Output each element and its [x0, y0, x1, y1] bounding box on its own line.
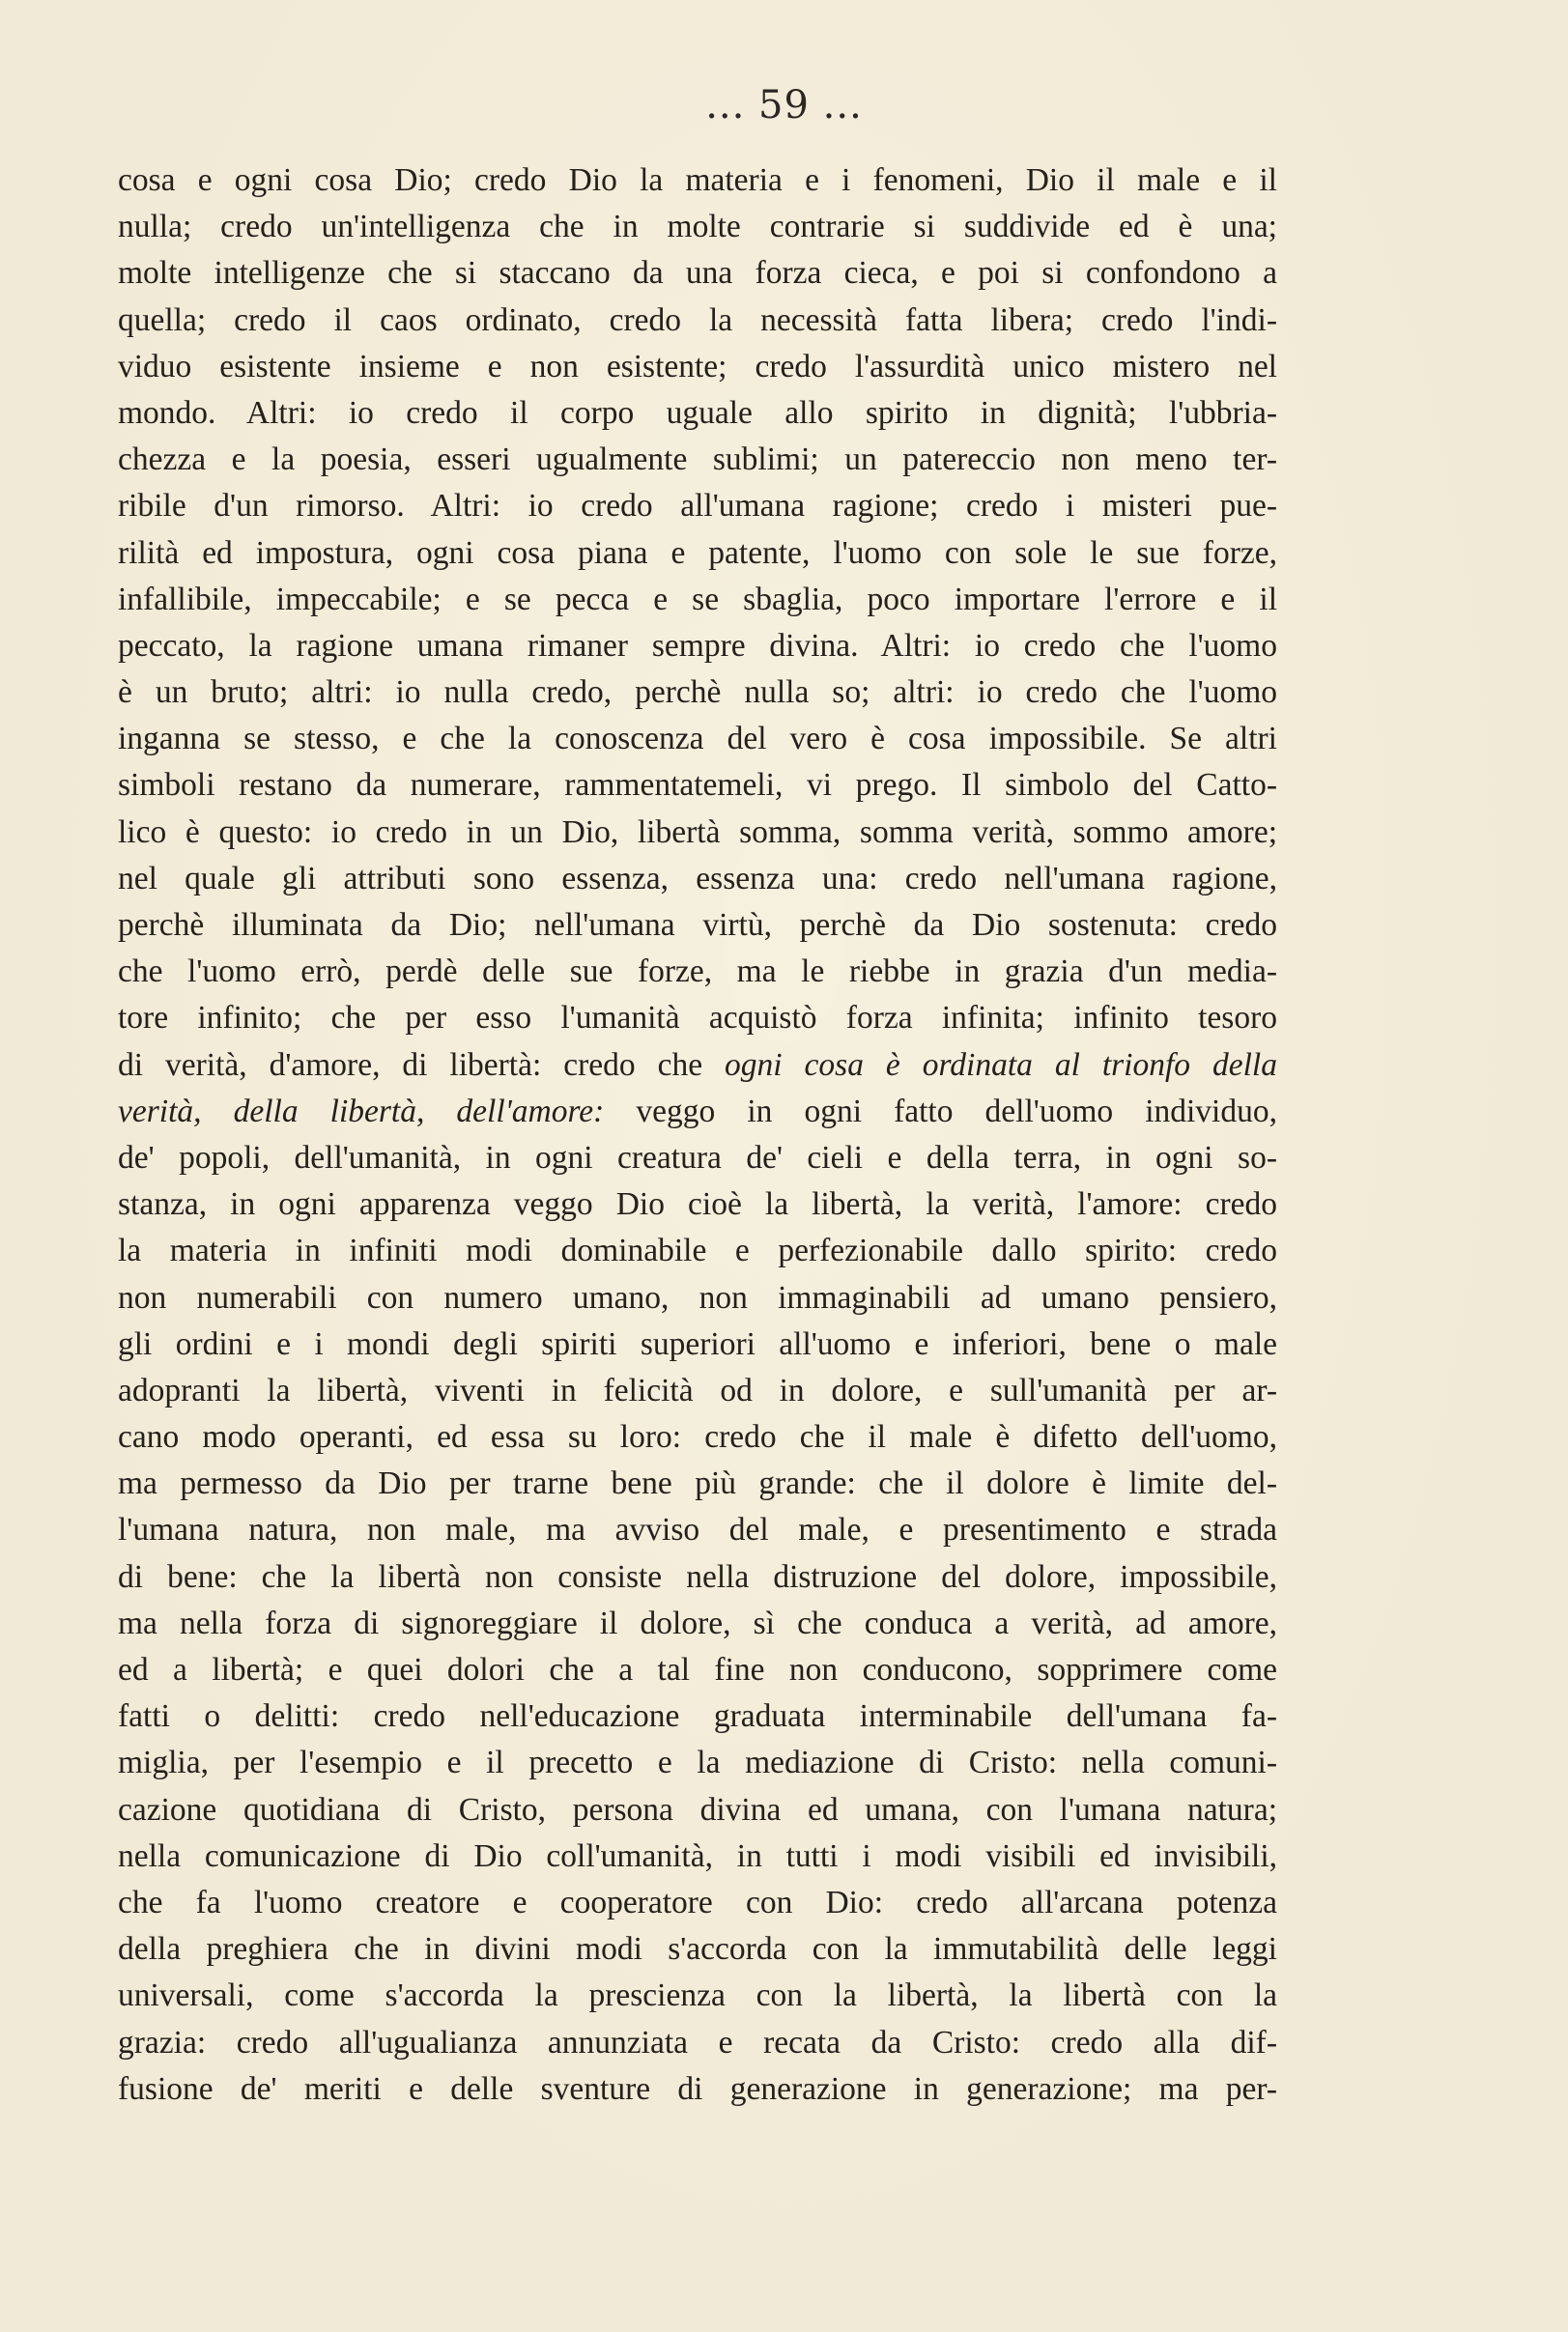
text-line: nulla; credo un'intelligenza che in molte contrarie si suddivide ed è una;: [118, 209, 1277, 245]
text-line: non numerabili con numero umano, non immaginabili ad umano pensiero,: [118, 1279, 1277, 1316]
text-line: di bene: che la libertà non consiste nella distruzione del dolore, impossibile,: [118, 1558, 1277, 1595]
text-line-mixed: [118, 1089, 1277, 1135]
text-line: infallibile, impeccabile; e se pecca e se sbaglia, poco importare l'errore e il: [118, 581, 1277, 617]
text-line: è un bruto; altri: io nulla credo, perchè nulla so; altri: io credo che l'uomo: [118, 674, 1277, 711]
text-line: ma permesso da Dio per trarne bene più grande: che il dolore è limite del-: [118, 1465, 1277, 1502]
text-line: ed a libertà; e quei dolori che a tal fine non conducono, sopprimere come: [118, 1652, 1277, 1688]
text-line: cosa e ogni cosa Dio; credo Dio la materia e i fenomeni, Dio il male e il: [118, 162, 1277, 198]
text-line: tore infinito; che per esso l'umanità acquistò forza infinita; infinito tesoro: [118, 1000, 1277, 1037]
page-number: ... 59 ...: [705, 83, 863, 128]
text-line: miglia, per l'esempio e il precetto e la mediazione di Cristo: nella comuni-: [118, 1745, 1277, 1781]
text-line: nel quale gli attributi sono essenza, essenza una: credo nell'umana ragione,: [118, 860, 1277, 896]
text-line: ribile d'un rimorso. Altri: io credo all'umana ragione; credo i misteri pue-: [118, 488, 1277, 525]
text-line: l'umana natura, non male, ma avviso del male, e presentimento e strada: [118, 1512, 1277, 1549]
text-line: mondo. Altri: io credo il corpo uguale allo spirito in dignità; l'ubbria-: [118, 394, 1277, 431]
text-line-mixed: [118, 1042, 1277, 1089]
text-line: chezza e la poesia, esseri ugualmente sublimi; un patereccio non meno ter-: [118, 441, 1277, 478]
text-line: de' popoli, dell'umanità, in ogni creatura de' cieli e della terra, in ogni so-: [118, 1139, 1277, 1176]
text-line: cano modo operanti, ed essa su loro: credo che il male è difetto dell'uomo,: [118, 1419, 1277, 1456]
italic-run: ogni cosa è ordinata al trionfo della: [725, 1046, 1277, 1083]
text-line: che l'uomo errò, perdè delle sue forze, ma le riebbe in grazia d'un media-: [118, 953, 1277, 990]
roman-run: di verità, d'amore, di libertà: credo che: [118, 1046, 726, 1083]
text-line: la materia in infiniti modi dominabile e perfezionabile dallo spirito: credo: [118, 1233, 1277, 1269]
text-line: quella; credo il caos ordinato, credo la necessità fatta libera; credo l'indi-: [118, 301, 1277, 338]
text-line: nella comunicazione di Dio coll'umanità, in tutti i modi visibili ed invisibili,: [118, 1837, 1277, 1874]
text-line: fatti o delitti: credo nell'educazione graduata interminabile dell'umana fa-: [118, 1698, 1277, 1735]
text-line: adopranti la libertà, viventi in felicità od in dolore, e sull'umanità per ar-: [118, 1372, 1277, 1408]
text-line: peccato, la ragione umana rimaner sempre divina. Altri: io credo che l'uomo: [118, 627, 1277, 664]
body-text: [118, 157, 1277, 2113]
text-line: lico è questo: io credo in un Dio, libertà somma, somma verità, sommo amore;: [118, 813, 1277, 850]
italic-run: verità, della libertà, dell'amore:: [118, 1093, 605, 1129]
text-line: universali, come s'accorda la prescienza con la libertà, la libertà con la: [118, 1977, 1277, 2014]
text-line: molte intelligenze che si staccano da una forza cieca, e poi si confondono a: [118, 255, 1277, 292]
text-line: fusione de' meriti e delle sventure di generazione in generazione; ma per-: [118, 2070, 1277, 2107]
text-line: ma nella forza di signoreggiare il dolore, sì che conduca a verità, ad amore,: [118, 1605, 1277, 1641]
text-line: della preghiera che in divini modi s'accorda con la immutabilità delle leggi: [118, 1931, 1277, 1968]
text-line: perchè illuminata da Dio; nell'umana virtù, perchè da Dio sostenuta: credo: [118, 907, 1277, 943]
text-line: grazia: credo all'ugualianza annunziata e recata da Cristo: credo alla dif-: [118, 2024, 1277, 2061]
text-line: rilità ed impostura, ogni cosa piana e patente, l'uomo con sole le sue forze,: [118, 534, 1277, 571]
text-line: inganna se stesso, e che la conoscenza del vero è cosa impossibile. Se altri: [118, 721, 1277, 757]
text-line: cazione quotidiana di Cristo, persona divina ed umana, con l'umana natura;: [118, 1791, 1277, 1828]
text-line: viduo esistente insieme e non esistente; credo l'assurdità unico mistero nel: [118, 348, 1277, 384]
text-line: che fa l'uomo creatore e cooperatore con Dio: credo all'arcana potenza: [118, 1884, 1277, 1920]
text-line: simboli restano da numerare, rammentatemeli, vi prego. Il simbolo del Catto-: [118, 767, 1277, 804]
text-line: gli ordini e i mondi degli spiriti superiori all'uomo e inferiori, bene o male: [118, 1325, 1277, 1362]
text-line: stanza, in ogni apparenza veggo Dio cioè la libertà, la verità, l'amore: credo: [118, 1186, 1277, 1223]
roman-run: veggo in ogni fatto dell'uomo individuo,: [604, 1093, 1277, 1129]
